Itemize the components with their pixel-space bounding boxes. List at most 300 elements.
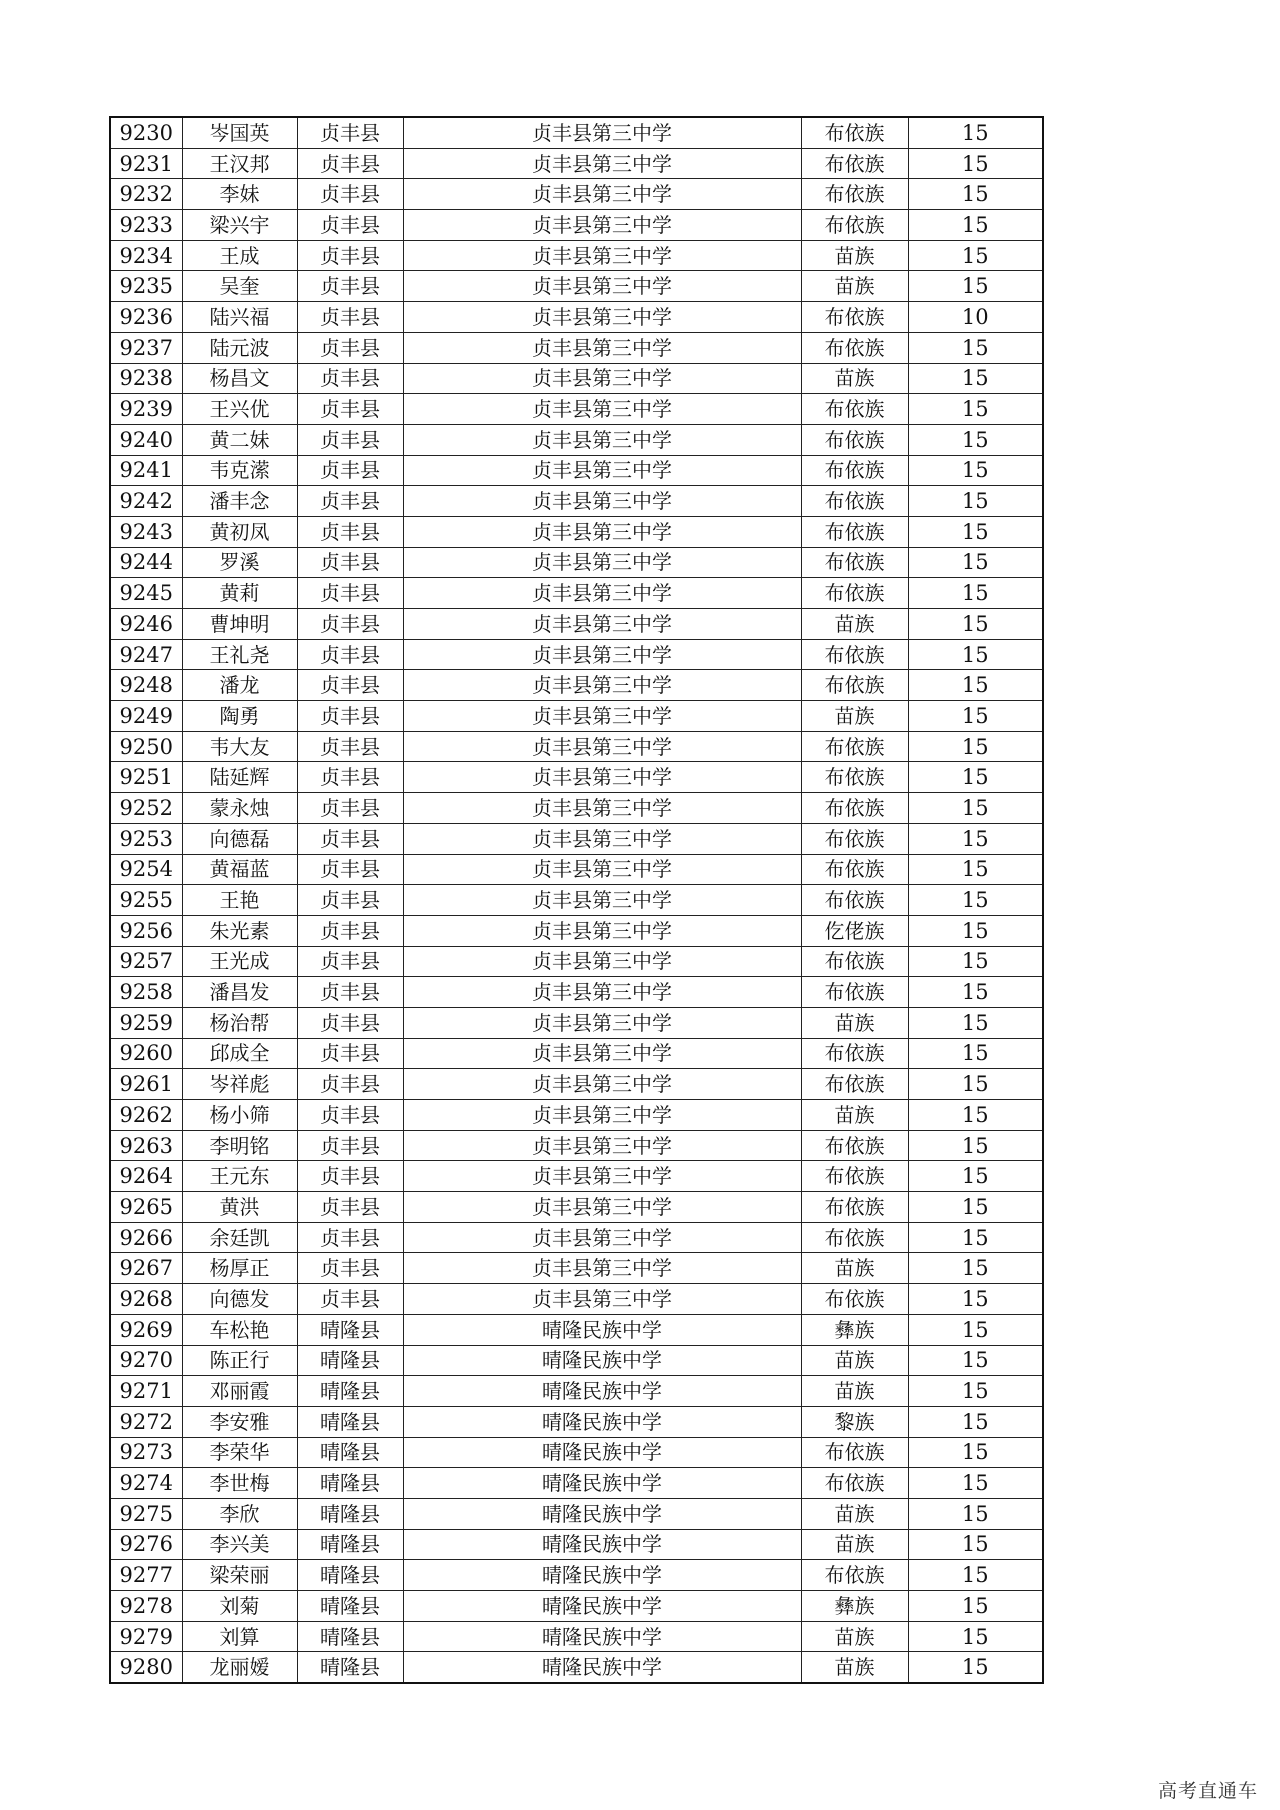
ethnicity-cell: 布依族 <box>801 793 908 824</box>
student-name-cell: 黄初凤 <box>182 516 297 547</box>
student-list-table <box>109 116 1044 1684</box>
ethnicity-cell: 彝族 <box>801 1314 908 1345</box>
table-row <box>110 1498 1043 1529</box>
school-cell: 贞丰县第三中学 <box>403 1222 801 1253</box>
row-number-cell: 9251 <box>110 762 182 793</box>
row-number-cell: 9233 <box>110 210 182 241</box>
school-cell: 晴隆民族中学 <box>403 1621 801 1652</box>
school-cell: 贞丰县第三中学 <box>403 210 801 241</box>
row-number-cell: 9267 <box>110 1253 182 1284</box>
county-cell: 贞丰县 <box>297 332 403 363</box>
table-row <box>110 823 1043 854</box>
ethnicity-cell: 苗族 <box>801 271 908 302</box>
county-cell: 贞丰县 <box>297 1253 403 1284</box>
student-name-cell: 向德磊 <box>182 823 297 854</box>
county-cell: 贞丰县 <box>297 1100 403 1131</box>
ethnicity-cell: 布依族 <box>801 946 908 977</box>
school-cell: 贞丰县第三中学 <box>403 455 801 486</box>
school-cell: 晴隆民族中学 <box>403 1560 801 1591</box>
ethnicity-cell: 苗族 <box>801 1007 908 1038</box>
row-number-cell: 9271 <box>110 1376 182 1407</box>
table-row <box>110 240 1043 271</box>
school-cell: 贞丰县第三中学 <box>403 271 801 302</box>
row-number-cell: 9242 <box>110 486 182 517</box>
student-name-cell: 刘菊 <box>182 1591 297 1622</box>
school-cell: 晴隆民族中学 <box>403 1498 801 1529</box>
student-name-cell: 岑国英 <box>182 117 297 148</box>
ethnicity-cell: 布依族 <box>801 424 908 455</box>
county-cell: 贞丰县 <box>297 885 403 916</box>
ethnicity-cell: 布依族 <box>801 455 908 486</box>
student-name-cell: 王艳 <box>182 885 297 916</box>
score-cell: 15 <box>908 332 1043 363</box>
table-row <box>110 1007 1043 1038</box>
row-number-cell: 9255 <box>110 885 182 916</box>
score-cell: 15 <box>908 670 1043 701</box>
table-row <box>110 547 1043 578</box>
table-row <box>110 854 1043 885</box>
ethnicity-cell: 布依族 <box>801 1468 908 1499</box>
row-number-cell: 9253 <box>110 823 182 854</box>
table-row <box>110 117 1043 148</box>
row-number-cell: 9241 <box>110 455 182 486</box>
ethnicity-cell: 布依族 <box>801 854 908 885</box>
score-cell: 15 <box>908 1621 1043 1652</box>
county-cell: 贞丰县 <box>297 179 403 210</box>
table-row <box>110 1621 1043 1652</box>
score-cell: 15 <box>908 578 1043 609</box>
county-cell: 贞丰县 <box>297 670 403 701</box>
row-number-cell: 9252 <box>110 793 182 824</box>
table-row <box>110 1652 1043 1683</box>
county-cell: 晴隆县 <box>297 1406 403 1437</box>
school-cell: 贞丰县第三中学 <box>403 1100 801 1131</box>
county-cell: 晴隆县 <box>297 1498 403 1529</box>
student-name-cell: 邓丽霞 <box>182 1376 297 1407</box>
row-number-cell: 9262 <box>110 1100 182 1131</box>
row-number-cell: 9256 <box>110 915 182 946</box>
school-cell: 贞丰县第三中学 <box>403 885 801 916</box>
row-number-cell: 9254 <box>110 854 182 885</box>
school-cell: 贞丰县第三中学 <box>403 1007 801 1038</box>
student-name-cell: 余廷凯 <box>182 1222 297 1253</box>
school-cell: 贞丰县第三中学 <box>403 179 801 210</box>
ethnicity-cell: 布依族 <box>801 148 908 179</box>
ethnicity-cell: 布依族 <box>801 1161 908 1192</box>
ethnicity-cell: 布依族 <box>801 762 908 793</box>
county-cell: 贞丰县 <box>297 394 403 425</box>
school-cell: 贞丰县第三中学 <box>403 1161 801 1192</box>
table-row <box>110 1038 1043 1069</box>
county-cell: 贞丰县 <box>297 609 403 640</box>
student-name-cell: 刘算 <box>182 1621 297 1652</box>
row-number-cell: 9270 <box>110 1345 182 1376</box>
score-cell: 15 <box>908 1437 1043 1468</box>
table-row <box>110 1406 1043 1437</box>
table-row <box>110 1529 1043 1560</box>
county-cell: 晴隆县 <box>297 1468 403 1499</box>
score-cell: 15 <box>908 1498 1043 1529</box>
school-cell: 贞丰县第三中学 <box>403 670 801 701</box>
score-cell: 15 <box>908 179 1043 210</box>
school-cell: 贞丰县第三中学 <box>403 363 801 394</box>
score-cell: 15 <box>908 946 1043 977</box>
school-cell: 贞丰县第三中学 <box>403 240 801 271</box>
ethnicity-cell: 布依族 <box>801 885 908 916</box>
row-number-cell: 9258 <box>110 977 182 1008</box>
county-cell: 晴隆县 <box>297 1345 403 1376</box>
row-number-cell: 9246 <box>110 609 182 640</box>
student-name-cell: 李安雅 <box>182 1406 297 1437</box>
ethnicity-cell: 苗族 <box>801 240 908 271</box>
student-name-cell: 李世梅 <box>182 1468 297 1499</box>
ethnicity-cell: 苗族 <box>801 1529 908 1560</box>
school-cell: 贞丰县第三中学 <box>403 1192 801 1223</box>
county-cell: 贞丰县 <box>297 1192 403 1223</box>
table-row <box>110 578 1043 609</box>
score-cell: 15 <box>908 823 1043 854</box>
county-cell: 晴隆县 <box>297 1652 403 1683</box>
table-row <box>110 148 1043 179</box>
student-name-cell: 蒙永烛 <box>182 793 297 824</box>
ethnicity-cell: 布依族 <box>801 486 908 517</box>
score-cell: 15 <box>908 148 1043 179</box>
school-cell: 贞丰县第三中学 <box>403 424 801 455</box>
student-name-cell: 岑祥彪 <box>182 1069 297 1100</box>
ethnicity-cell: 布依族 <box>801 639 908 670</box>
row-number-cell: 9231 <box>110 148 182 179</box>
table-row <box>110 1192 1043 1223</box>
county-cell: 贞丰县 <box>297 117 403 148</box>
row-number-cell: 9248 <box>110 670 182 701</box>
row-number-cell: 9260 <box>110 1038 182 1069</box>
score-cell: 15 <box>908 854 1043 885</box>
county-cell: 贞丰县 <box>297 854 403 885</box>
county-cell: 贞丰县 <box>297 424 403 455</box>
county-cell: 贞丰县 <box>297 1038 403 1069</box>
table-row <box>110 516 1043 547</box>
school-cell: 贞丰县第三中学 <box>403 1130 801 1161</box>
score-cell: 15 <box>908 1192 1043 1223</box>
row-number-cell: 9230 <box>110 117 182 148</box>
table-row <box>110 1069 1043 1100</box>
school-cell: 贞丰县第三中学 <box>403 332 801 363</box>
table-row <box>110 639 1043 670</box>
row-number-cell: 9278 <box>110 1591 182 1622</box>
table-row <box>110 1222 1043 1253</box>
student-name-cell: 潘龙 <box>182 670 297 701</box>
ethnicity-cell: 仡佬族 <box>801 915 908 946</box>
row-number-cell: 9264 <box>110 1161 182 1192</box>
student-name-cell: 李明铭 <box>182 1130 297 1161</box>
ethnicity-cell: 布依族 <box>801 1560 908 1591</box>
ethnicity-cell: 布依族 <box>801 578 908 609</box>
ethnicity-cell: 布依族 <box>801 394 908 425</box>
student-name-cell: 梁兴宇 <box>182 210 297 241</box>
score-cell: 15 <box>908 117 1043 148</box>
score-cell: 15 <box>908 1253 1043 1284</box>
score-cell: 15 <box>908 793 1043 824</box>
student-name-cell: 黄二妹 <box>182 424 297 455</box>
row-number-cell: 9247 <box>110 639 182 670</box>
table-row <box>110 1314 1043 1345</box>
school-cell: 晴隆民族中学 <box>403 1529 801 1560</box>
row-number-cell: 9279 <box>110 1621 182 1652</box>
school-cell: 贞丰县第三中学 <box>403 302 801 333</box>
student-name-cell: 杨厚正 <box>182 1253 297 1284</box>
county-cell: 贞丰县 <box>297 271 403 302</box>
school-cell: 贞丰县第三中学 <box>403 547 801 578</box>
school-cell: 贞丰县第三中学 <box>403 1253 801 1284</box>
school-cell: 晴隆民族中学 <box>403 1652 801 1683</box>
school-cell: 晴隆民族中学 <box>403 1376 801 1407</box>
school-cell: 贞丰县第三中学 <box>403 609 801 640</box>
student-name-cell: 邱成全 <box>182 1038 297 1069</box>
row-number-cell: 9238 <box>110 363 182 394</box>
score-cell: 15 <box>908 210 1043 241</box>
school-cell: 晴隆民族中学 <box>403 1437 801 1468</box>
school-cell: 贞丰县第三中学 <box>403 117 801 148</box>
row-number-cell: 9272 <box>110 1406 182 1437</box>
score-cell: 15 <box>908 977 1043 1008</box>
student-name-cell: 李欣 <box>182 1498 297 1529</box>
ethnicity-cell: 彝族 <box>801 1591 908 1622</box>
ethnicity-cell: 布依族 <box>801 1192 908 1223</box>
table-row <box>110 1130 1043 1161</box>
table-row <box>110 1161 1043 1192</box>
school-cell: 贞丰县第三中学 <box>403 793 801 824</box>
table-row <box>110 762 1043 793</box>
row-number-cell: 9237 <box>110 332 182 363</box>
ethnicity-cell: 苗族 <box>801 701 908 732</box>
score-cell: 15 <box>908 394 1043 425</box>
table-row <box>110 424 1043 455</box>
score-cell: 15 <box>908 271 1043 302</box>
school-cell: 贞丰县第三中学 <box>403 639 801 670</box>
student-name-cell: 潘昌发 <box>182 977 297 1008</box>
school-cell: 贞丰县第三中学 <box>403 516 801 547</box>
ethnicity-cell: 苗族 <box>801 1345 908 1376</box>
school-cell: 贞丰县第三中学 <box>403 578 801 609</box>
student-name-cell: 车松艳 <box>182 1314 297 1345</box>
county-cell: 晴隆县 <box>297 1437 403 1468</box>
county-cell: 贞丰县 <box>297 701 403 732</box>
ethnicity-cell: 布依族 <box>801 977 908 1008</box>
score-cell: 15 <box>908 1560 1043 1591</box>
score-cell: 15 <box>908 547 1043 578</box>
student-name-cell: 杨治帮 <box>182 1007 297 1038</box>
score-cell: 15 <box>908 885 1043 916</box>
school-cell: 贞丰县第三中学 <box>403 977 801 1008</box>
score-cell: 15 <box>908 1130 1043 1161</box>
score-cell: 15 <box>908 1161 1043 1192</box>
score-cell: 10 <box>908 302 1043 333</box>
row-number-cell: 9243 <box>110 516 182 547</box>
school-cell: 晴隆民族中学 <box>403 1314 801 1345</box>
student-name-cell: 杨小筛 <box>182 1100 297 1131</box>
score-cell: 15 <box>908 1406 1043 1437</box>
county-cell: 晴隆县 <box>297 1621 403 1652</box>
ethnicity-cell: 布依族 <box>801 547 908 578</box>
ethnicity-cell: 布依族 <box>801 731 908 762</box>
student-name-cell: 韦克潆 <box>182 455 297 486</box>
student-name-cell: 罗溪 <box>182 547 297 578</box>
table-row <box>110 1437 1043 1468</box>
county-cell: 贞丰县 <box>297 148 403 179</box>
ethnicity-cell: 布依族 <box>801 1069 908 1100</box>
score-cell: 15 <box>908 1529 1043 1560</box>
score-cell: 15 <box>908 486 1043 517</box>
student-name-cell: 吴奎 <box>182 271 297 302</box>
row-number-cell: 9235 <box>110 271 182 302</box>
student-name-cell: 朱光素 <box>182 915 297 946</box>
score-cell: 15 <box>908 609 1043 640</box>
score-cell: 15 <box>908 1314 1043 1345</box>
table-row <box>110 670 1043 701</box>
ethnicity-cell: 黎族 <box>801 1406 908 1437</box>
student-name-cell: 李兴美 <box>182 1529 297 1560</box>
county-cell: 贞丰县 <box>297 762 403 793</box>
row-number-cell: 9259 <box>110 1007 182 1038</box>
table-row <box>110 915 1043 946</box>
ethnicity-cell: 布依族 <box>801 1130 908 1161</box>
county-cell: 贞丰县 <box>297 363 403 394</box>
row-number-cell: 9268 <box>110 1284 182 1315</box>
county-cell: 贞丰县 <box>297 915 403 946</box>
school-cell: 贞丰县第三中学 <box>403 486 801 517</box>
school-cell: 贞丰县第三中学 <box>403 148 801 179</box>
student-name-cell: 黄洪 <box>182 1192 297 1223</box>
ethnicity-cell: 苗族 <box>801 1652 908 1683</box>
row-number-cell: 9277 <box>110 1560 182 1591</box>
row-number-cell: 9280 <box>110 1652 182 1683</box>
row-number-cell: 9261 <box>110 1069 182 1100</box>
table-row <box>110 946 1043 977</box>
ethnicity-cell: 布依族 <box>801 117 908 148</box>
county-cell: 晴隆县 <box>297 1314 403 1345</box>
score-cell: 15 <box>908 424 1043 455</box>
score-cell: 15 <box>908 1376 1043 1407</box>
score-cell: 15 <box>908 1038 1043 1069</box>
table-row <box>110 1345 1043 1376</box>
row-number-cell: 9276 <box>110 1529 182 1560</box>
score-cell: 15 <box>908 1007 1043 1038</box>
score-cell: 15 <box>908 1284 1043 1315</box>
student-name-cell: 陈正行 <box>182 1345 297 1376</box>
score-cell: 15 <box>908 1222 1043 1253</box>
table-row <box>110 332 1043 363</box>
school-cell: 晴隆民族中学 <box>403 1468 801 1499</box>
watermark-text: 高考直通车 <box>1157 1780 1258 1802</box>
ethnicity-cell: 苗族 <box>801 363 908 394</box>
county-cell: 贞丰县 <box>297 731 403 762</box>
score-cell: 15 <box>908 1069 1043 1100</box>
student-name-cell: 黄福蓝 <box>182 854 297 885</box>
county-cell: 贞丰县 <box>297 547 403 578</box>
county-cell: 贞丰县 <box>297 455 403 486</box>
student-name-cell: 陆兴福 <box>182 302 297 333</box>
score-cell: 15 <box>908 915 1043 946</box>
table-row <box>110 271 1043 302</box>
table-row <box>110 210 1043 241</box>
ethnicity-cell: 苗族 <box>801 1498 908 1529</box>
ethnicity-cell: 布依族 <box>801 1437 908 1468</box>
row-number-cell: 9269 <box>110 1314 182 1345</box>
row-number-cell: 9257 <box>110 946 182 977</box>
ethnicity-cell: 布依族 <box>801 1222 908 1253</box>
table-row <box>110 731 1043 762</box>
table-row <box>110 486 1043 517</box>
county-cell: 贞丰县 <box>297 516 403 547</box>
school-cell: 贞丰县第三中学 <box>403 1038 801 1069</box>
score-cell: 15 <box>908 701 1043 732</box>
county-cell: 贞丰县 <box>297 1130 403 1161</box>
county-cell: 贞丰县 <box>297 946 403 977</box>
county-cell: 贞丰县 <box>297 1284 403 1315</box>
school-cell: 贞丰县第三中学 <box>403 823 801 854</box>
ethnicity-cell: 布依族 <box>801 670 908 701</box>
student-name-cell: 向德发 <box>182 1284 297 1315</box>
county-cell: 晴隆县 <box>297 1529 403 1560</box>
row-number-cell: 9239 <box>110 394 182 425</box>
county-cell: 贞丰县 <box>297 1007 403 1038</box>
row-number-cell: 9275 <box>110 1498 182 1529</box>
county-cell: 晴隆县 <box>297 1591 403 1622</box>
school-cell: 贞丰县第三中学 <box>403 1069 801 1100</box>
school-cell: 贞丰县第三中学 <box>403 731 801 762</box>
student-name-cell: 李妹 <box>182 179 297 210</box>
school-cell: 贞丰县第三中学 <box>403 394 801 425</box>
school-cell: 贞丰县第三中学 <box>403 915 801 946</box>
school-cell: 贞丰县第三中学 <box>403 854 801 885</box>
table-row <box>110 394 1043 425</box>
ethnicity-cell: 苗族 <box>801 1621 908 1652</box>
school-cell: 贞丰县第三中学 <box>403 1284 801 1315</box>
row-number-cell: 9263 <box>110 1130 182 1161</box>
ethnicity-cell: 苗族 <box>801 609 908 640</box>
county-cell: 贞丰县 <box>297 578 403 609</box>
student-name-cell: 王礼尧 <box>182 639 297 670</box>
student-name-cell: 黄莉 <box>182 578 297 609</box>
row-number-cell: 9234 <box>110 240 182 271</box>
student-name-cell: 王兴优 <box>182 394 297 425</box>
table-row <box>110 793 1043 824</box>
ethnicity-cell: 苗族 <box>801 1376 908 1407</box>
row-number-cell: 9245 <box>110 578 182 609</box>
score-cell: 15 <box>908 1100 1043 1131</box>
ethnicity-cell: 布依族 <box>801 332 908 363</box>
county-cell: 贞丰县 <box>297 793 403 824</box>
county-cell: 贞丰县 <box>297 302 403 333</box>
table-row <box>110 1284 1043 1315</box>
table-row <box>110 1591 1043 1622</box>
student-name-cell: 龙丽嫒 <box>182 1652 297 1683</box>
row-number-cell: 9250 <box>110 731 182 762</box>
row-number-cell: 9236 <box>110 302 182 333</box>
student-name-cell: 陆延辉 <box>182 762 297 793</box>
school-cell: 贞丰县第三中学 <box>403 701 801 732</box>
county-cell: 贞丰县 <box>297 639 403 670</box>
row-number-cell: 9265 <box>110 1192 182 1223</box>
student-name-cell: 韦大友 <box>182 731 297 762</box>
table-row <box>110 977 1043 1008</box>
student-name-cell: 王元东 <box>182 1161 297 1192</box>
score-cell: 15 <box>908 363 1043 394</box>
score-cell: 15 <box>908 1345 1043 1376</box>
county-cell: 贞丰县 <box>297 240 403 271</box>
ethnicity-cell: 布依族 <box>801 210 908 241</box>
county-cell: 贞丰县 <box>297 210 403 241</box>
